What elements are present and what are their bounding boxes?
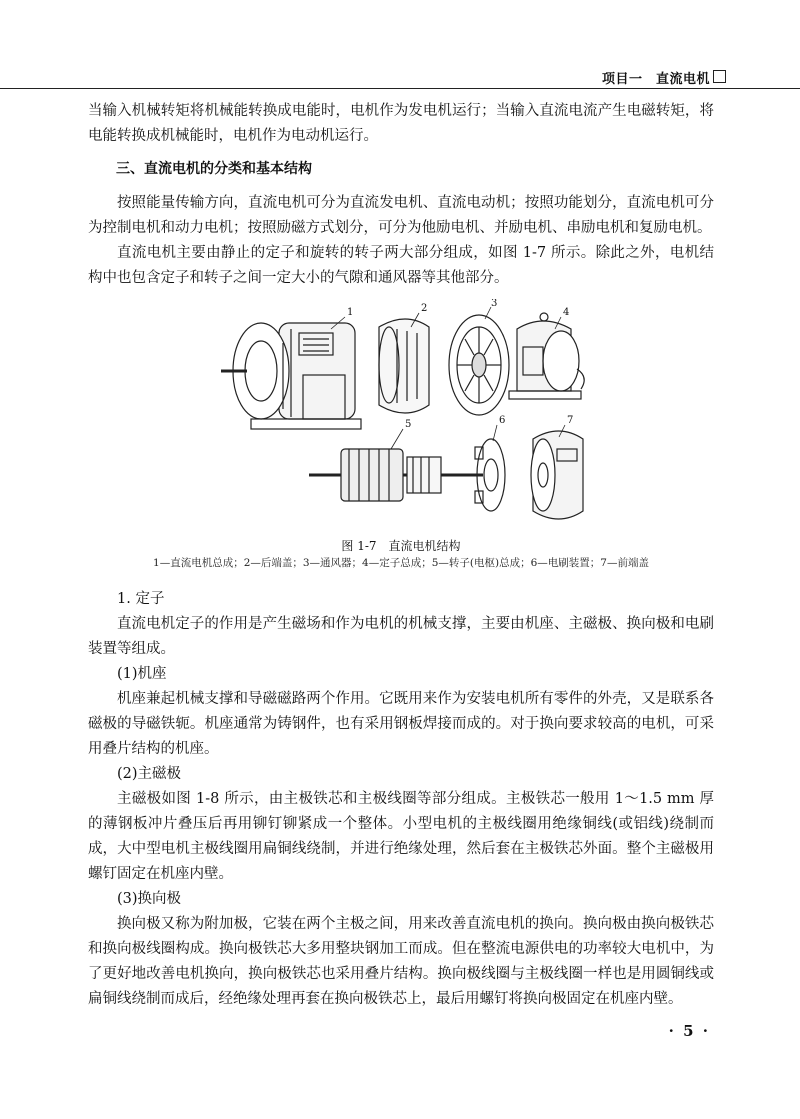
rear-end-cover-drawing	[379, 319, 429, 413]
figure-caption: 图 1-7 直流电机结构	[341, 539, 461, 553]
commutating-pole-title: (3)换向极	[117, 891, 182, 907]
header-box-icon	[713, 70, 726, 83]
figure-label-1: 1	[347, 307, 354, 318]
motor-assembly-drawing	[221, 323, 361, 429]
intro-paragraph: 当输入机械转矩将机械能转换成电能时，电机作为发电机运行；当输入直流电流产生电磁转矩，将电能转换成机械能时，电机作为电动机运行。	[88, 103, 714, 144]
figure-label-6: 6	[499, 415, 506, 426]
stator-title: 1. 定子	[117, 591, 165, 607]
ventilator-drawing	[449, 315, 509, 415]
structure-paragraph: 直流电机主要由静止的定子和旋转的转子两大部分组成，如图 1-7 所示。除此之外，电机结构中也包含定子和转子之间一定大小的气隙和通风器等其他部分。	[88, 245, 714, 286]
figure-label-2: 2	[421, 303, 428, 314]
figure-dc-motor-structure	[88, 299, 714, 535]
commutating-pole-text: 换向极又称为附加极，它装在两个主极之间，用来改善直流电机的换向。换向极由换向极铁芯和换向极线圈构成。换向极铁芯大多用整块钢加工而成。但在整流电源供电的功率较大电机中，为了更好地改善电机换向，换向极铁芯也采用叠片结构。换向极线圈与主极线圈一样也是用圆铜线或扁铜线绕制而成后，经绝缘处理再套在换向极铁芯上，最后用螺钉将换向极固定在机座内壁。	[88, 916, 714, 1007]
front-end-cover-drawing	[531, 431, 583, 519]
classification-paragraph: 按照能量传输方向，直流电机可分为直流发电机、直流电动机；按照功能划分，直流电机可分为控制电机和动力电机；按照励磁方式划分，可分为他励电机、并励电机、串励电机和复励电机。	[88, 195, 714, 236]
section-title: 三、直流电机的分类和基本结构	[116, 161, 312, 177]
figure-label-4: 4	[563, 307, 570, 318]
header-title: 项目一 直流电机	[601, 72, 710, 87]
frame-title: (1)机座	[117, 666, 167, 682]
main-pole-text: 主磁极如图 1-8 所示，由主极铁芯和主极线圈等部分组成。主极铁芯一般用 1～1.5 mm 厚的薄钢板冲片叠压后再用铆钉铆紧成一个整体。小型电机的主极线圈用绝缘铜线(或铝线)绕制而成，大中型电机主极线圈用扁铜线绕制，并进行绝缘处理，然后套在主极铁芯外面。整个主磁极用螺钉固定在机座内壁。	[88, 791, 714, 882]
figure-legend: 1—直流电机总成；2—后端盖；3—通风器；4—定子总成；5—转子(电枢)总成；6—电刷装置；7—前端盖	[153, 557, 649, 569]
figure-label-5: 5	[405, 419, 412, 430]
stator-description: 直流电机定子的作用是产生磁场和作为电机的机械支撑，主要由机座、主磁极、换向极和电刷装置等组成。	[88, 616, 714, 657]
page-content	[88, 99, 714, 1012]
frame-text: 机座兼起机械支撑和导磁磁路两个作用。它既用来作为安装电机所有零件的外壳，又是联系各磁极的导磁铁轭。机座通常为铸钢件，也有采用钢板焊接而成的。对于换向要求较高的电机，可采用叠片结构的机座。	[88, 691, 714, 757]
figure-label-7: 7	[567, 415, 574, 426]
main-pole-title: (2)主磁极	[117, 766, 182, 782]
motor-exploded-diagram	[221, 299, 591, 531]
rotor-armature-drawing	[309, 449, 483, 501]
figure-label-3: 3	[491, 299, 498, 309]
page-header	[0, 66, 800, 89]
stator-assembly-drawing	[509, 313, 584, 399]
page-number: · 5 ·	[668, 1022, 710, 1040]
